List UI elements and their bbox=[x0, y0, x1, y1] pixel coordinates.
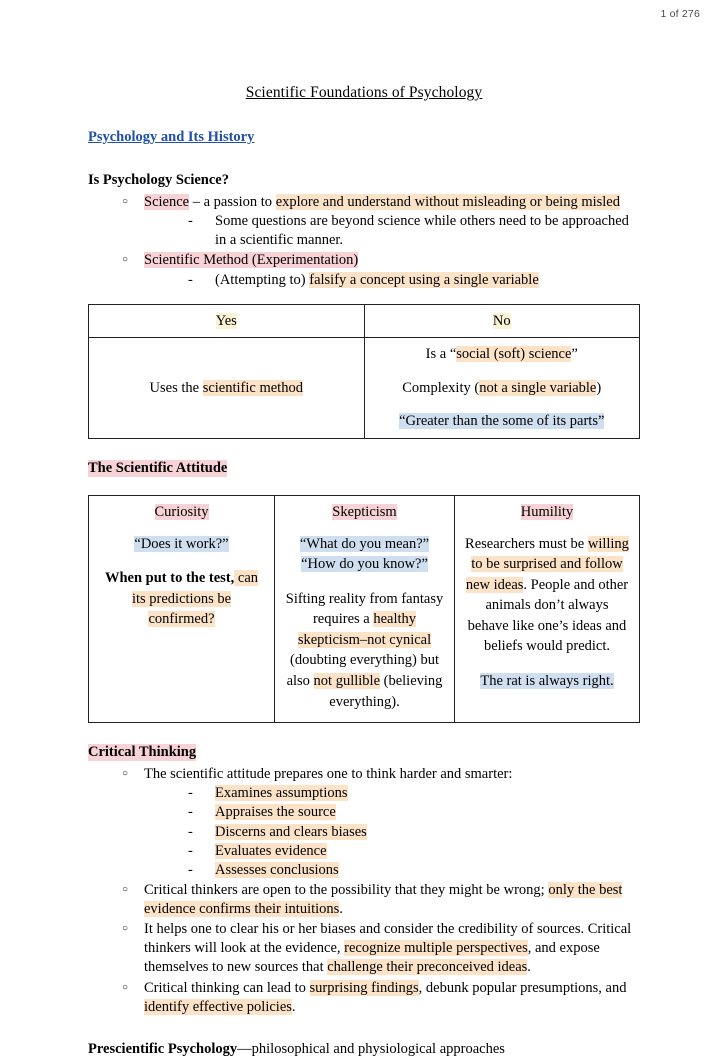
list-item bbox=[188, 823, 640, 842]
list-is-psychology-science bbox=[88, 193, 640, 290]
skepticism-quotes bbox=[284, 534, 445, 575]
list-item bbox=[122, 251, 640, 289]
prescientific-rest: —philosophical and physiological approaches bbox=[237, 1040, 505, 1057]
list-item bbox=[122, 881, 640, 919]
no-item-highlight: not a single variable bbox=[479, 379, 597, 396]
humility-body-p1: Researchers must be bbox=[465, 535, 588, 552]
sublist-critical-thinking-skills bbox=[144, 784, 640, 880]
table-header-curiosity bbox=[89, 495, 275, 529]
skepticism-label: Skepticism bbox=[332, 503, 397, 520]
list-item bbox=[188, 271, 640, 290]
no-item bbox=[373, 344, 632, 365]
curiosity-body bbox=[98, 568, 265, 630]
table-yes-no bbox=[88, 304, 640, 439]
table-cell-humility bbox=[454, 530, 639, 723]
list-item bbox=[122, 979, 640, 1017]
bullet-text: Critical thinking can lead to bbox=[144, 979, 310, 996]
bullet-highlight: surprising findings bbox=[309, 979, 419, 996]
skill-label: Examines assumptions bbox=[215, 785, 348, 802]
table-row bbox=[89, 304, 640, 338]
yes-label: Yes bbox=[215, 312, 237, 329]
bullet-text: Critical thinkers are open to the possibility that they might be wrong; bbox=[144, 881, 549, 898]
no-item-prefix: Complexity ( bbox=[402, 379, 480, 396]
humility-label: Humility bbox=[520, 503, 574, 520]
skepticism-body-hl1: healthy skepticism–not cynical bbox=[297, 611, 432, 648]
curiosity-quote: “Does it work?” bbox=[134, 535, 229, 552]
skepticism-body-p2: (doubting everything) but also bbox=[286, 652, 439, 689]
table-row bbox=[89, 338, 640, 439]
skepticism-body-hl2: not gullible bbox=[313, 672, 381, 689]
skepticism-quote-1: “What do you mean?” bbox=[299, 535, 430, 552]
term-scientific-method: Scientific Method (Experimentation) bbox=[144, 252, 359, 269]
curiosity-label: Curiosity bbox=[154, 503, 209, 520]
humility-body-hl1: willing to be surprised and follow new ideas bbox=[465, 535, 629, 593]
bullet-highlight: only the best evidence confirms their intuitions bbox=[144, 881, 623, 918]
science-definition-plain: – a passion to bbox=[189, 194, 276, 210]
bullet-highlight: recognize multiple perspectives bbox=[344, 940, 528, 957]
science-definition-highlight: explore and understand without misleading or being misled bbox=[275, 194, 620, 210]
skepticism-body bbox=[284, 589, 445, 712]
page-number-header: 1 of 276 bbox=[660, 8, 700, 20]
curiosity-body-bold: When put to the test, bbox=[104, 570, 235, 587]
humility-body-p2: . People and other animals don’t always behave like one’s ideas and beliefs would predict. bbox=[467, 576, 629, 655]
critical-thinking-intro: The scientific attitude prepares one to think harder and smarter: bbox=[144, 766, 513, 783]
term-science: Science bbox=[144, 194, 190, 210]
table-row bbox=[89, 530, 640, 723]
bullet-text: . bbox=[291, 998, 296, 1015]
list-critical-thinking bbox=[88, 765, 640, 1017]
no-item-suffix: ” bbox=[571, 346, 578, 363]
bullet-text: , and expose themselves to new sources that bbox=[144, 940, 600, 976]
bullet-text: . bbox=[339, 901, 343, 918]
no-item-suffix: ) bbox=[596, 379, 602, 396]
skill-label: Discerns and clears biases bbox=[215, 823, 367, 840]
list-item bbox=[122, 193, 640, 250]
uses-prefix: Uses the bbox=[149, 379, 203, 396]
table-cell-yes-body bbox=[89, 338, 365, 439]
curiosity-body-highlight: can its predictions be confirmed? bbox=[131, 570, 259, 628]
skill-label: Evaluates evidence bbox=[215, 842, 327, 859]
falsify-highlight: falsify a concept using a single variable bbox=[309, 271, 539, 288]
bullet-text: , debunk popular presumptions, and bbox=[418, 979, 627, 996]
no-item bbox=[373, 378, 632, 399]
table-scientific-attitude bbox=[88, 495, 640, 723]
scientific-method-highlight: scientific method bbox=[202, 379, 303, 396]
skill-label: Assesses conclusions bbox=[215, 861, 339, 878]
no-label: No bbox=[492, 312, 511, 329]
sublist-scientific-method-notes bbox=[144, 271, 640, 290]
prescientific-lead: Prescientific Psychology bbox=[88, 1040, 238, 1057]
falsify-prefix: (Attempting to) bbox=[215, 271, 310, 288]
table-header-skepticism bbox=[275, 495, 455, 529]
sublist-science-notes bbox=[144, 212, 640, 250]
skill-label: Appraises the source bbox=[215, 804, 336, 821]
curiosity-quote-line bbox=[98, 534, 265, 555]
no-item bbox=[373, 411, 632, 432]
list-item bbox=[188, 784, 640, 803]
list-item: - Some questions are beyond science while others need to be approached in a scientific manner. bbox=[188, 212, 640, 250]
no-item-highlight: social (soft) science bbox=[456, 346, 572, 363]
no-item-highlight: “Greater than the some of its parts” bbox=[399, 413, 605, 430]
table-cell-no-body bbox=[364, 338, 640, 439]
list-item bbox=[188, 861, 640, 880]
table-cell-skepticism bbox=[275, 530, 455, 723]
list-item bbox=[188, 842, 640, 861]
list-item bbox=[188, 803, 640, 822]
humility-quote: The rat is always right. bbox=[480, 672, 614, 689]
no-item-prefix: Is a “ bbox=[425, 346, 457, 363]
list-item bbox=[122, 765, 640, 880]
document-title: Scientific Foundations of Psychology bbox=[245, 84, 483, 101]
humility-body bbox=[464, 534, 630, 657]
table-header-humility bbox=[454, 495, 639, 529]
heading-prescientific-psychology bbox=[88, 1041, 640, 1058]
bullet-highlight: challenge their preconceived ideas bbox=[327, 959, 528, 976]
table-header-no bbox=[364, 304, 640, 338]
document-content bbox=[88, 84, 640, 1058]
skepticism-body-p1: Sifting reality from fantasy requires a bbox=[285, 590, 444, 628]
section-link-psychology-history[interactable]: Psychology and Its History bbox=[88, 129, 255, 145]
skepticism-body-p3: (believing everything). bbox=[329, 672, 443, 710]
skepticism-quote-2: “How do you know?” bbox=[301, 556, 428, 573]
table-header-yes bbox=[89, 304, 365, 338]
list-item bbox=[122, 920, 640, 977]
humility-quote-line bbox=[464, 671, 630, 692]
heading-scientific-attitude: The Scientific Attitude bbox=[88, 459, 228, 476]
heading-critical-thinking: Critical Thinking bbox=[88, 744, 197, 761]
bullet-text: It helps one to clear his or her biases and consider the credibility of sources. Critical thinkers will look at the evidence, bbox=[144, 921, 632, 957]
table-row bbox=[89, 495, 640, 529]
bullet-highlight: identify effective policies bbox=[144, 998, 292, 1015]
heading-is-psychology-science: Is Psychology Science? bbox=[88, 172, 229, 188]
bullet-text: . bbox=[527, 959, 531, 976]
table-cell-curiosity bbox=[89, 530, 275, 723]
